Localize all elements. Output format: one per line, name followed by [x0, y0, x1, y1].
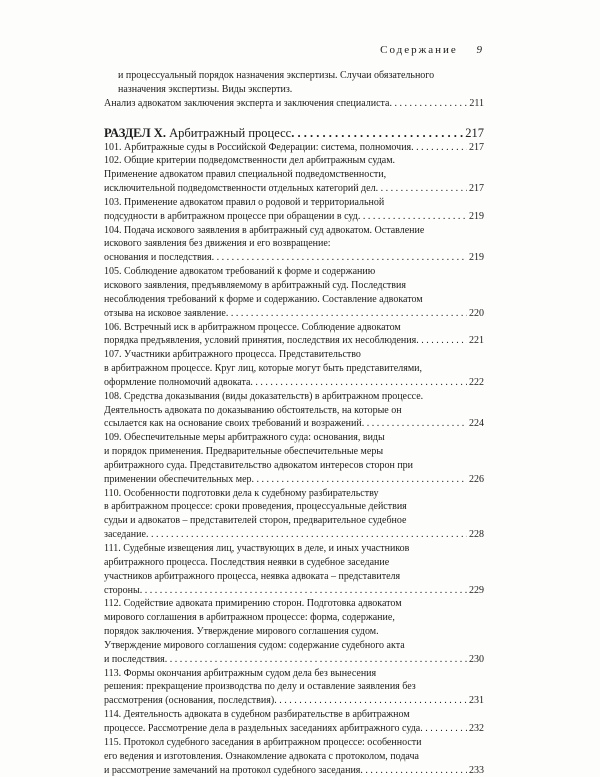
- toc-line-text: искового заявления, предъявляемому в арбитражный суд. Последствия: [104, 279, 406, 293]
- toc-line: [104, 83, 484, 97]
- toc-line-text: его ведения и изготовления. Ознакомление адвоката с протоколом, подача: [104, 750, 419, 764]
- toc-line-text: 109. Обеспечительные меры арбитражного суда: основания, виды: [104, 431, 385, 445]
- dot-leader: [146, 528, 467, 542]
- toc-line-text: Применение адвокатом правил специальной подведомственности,: [104, 168, 386, 182]
- dot-leader: [362, 417, 467, 431]
- dot-leader: [140, 584, 467, 598]
- toc-line-text: стороны: [104, 584, 140, 598]
- toc-line-page: 220: [467, 307, 484, 321]
- dot-leader: [226, 307, 467, 321]
- toc-line-text: 102. Общие критерии подведомственности дел арбитражным судам.: [104, 154, 395, 168]
- toc-line-text: порядка предъявления, условий принятия, последствия их несоблюдения: [104, 334, 416, 348]
- toc-line: [104, 182, 484, 196]
- toc-line-page: 232: [467, 722, 484, 736]
- toc-line: [104, 251, 484, 265]
- toc-line: [104, 542, 484, 556]
- toc-line: [104, 708, 484, 722]
- dot-leader: [360, 764, 467, 777]
- toc-line-text: 115. Протокол судебного заседания в арбитражном процессе: особенности: [104, 736, 421, 750]
- section-page: 217: [463, 125, 484, 141]
- dot-leader: [252, 473, 467, 487]
- toc-line-text: Деятельность адвоката по доказыванию обстоятельств, на которые он: [104, 404, 402, 418]
- toc-line-text: исключительной подведомственности отдельных категорий дел: [104, 182, 376, 196]
- dot-leader: [411, 141, 467, 155]
- toc-line-text: 101. Арбитражные суды в Российской Федерации: система, полномочия: [104, 141, 411, 155]
- toc-line-text: порядок заключения. Утверждение мирового соглашения судом.: [104, 625, 379, 639]
- toc-line-page: 217: [467, 182, 484, 196]
- toc-line: [104, 404, 484, 418]
- toc-line-page: 222: [467, 376, 484, 390]
- toc-line-page: 229: [467, 584, 484, 598]
- header-title: Содержание: [380, 44, 458, 56]
- toc-line-text: 107. Участники арбитражного процесса. Представительство: [104, 348, 361, 362]
- toc-line-text: основания и последствия: [104, 251, 212, 265]
- running-header: [380, 44, 482, 56]
- toc-line: [104, 570, 484, 584]
- toc-line: [104, 459, 484, 473]
- dot-leader: [376, 182, 467, 196]
- toc-line-text: оформление полномочий адвоката: [104, 376, 250, 390]
- toc-line: [104, 431, 484, 445]
- toc-line-text: в арбитражном процессе. Круг лиц, которые могут быть представителями,: [104, 362, 422, 376]
- dot-leader: [165, 653, 467, 667]
- toc-entries: [104, 141, 484, 777]
- toc-line-text: назначения экспертизы. Виды экспертиз.: [118, 83, 292, 97]
- toc-line: [104, 500, 484, 514]
- toc-line-text: 112. Содействие адвоката примирению сторон. Подготовка адвокатом: [104, 597, 402, 611]
- toc-line-text: 105. Соблюдение адвокатом требований к форме и содержанию: [104, 265, 375, 279]
- toc-line: [104, 390, 484, 404]
- toc-line: [104, 141, 484, 155]
- toc-line-text: заседание: [104, 528, 146, 542]
- toc-line: [104, 196, 484, 210]
- toc-line-text: 110. Особенности подготовки дела к судебному разбирательству: [104, 487, 379, 501]
- toc-intro: [104, 69, 484, 111]
- toc-line: [104, 334, 484, 348]
- toc-line: [104, 293, 484, 307]
- dot-leader: [420, 722, 467, 736]
- toc-line: [104, 639, 484, 653]
- toc-line-text: 114. Деятельность адвоката в судебном разбирательстве в арбитражном: [104, 708, 410, 722]
- toc-line-page: 221: [467, 334, 484, 348]
- toc-line: [104, 445, 484, 459]
- dot-leader: [274, 694, 467, 708]
- toc-line-text: решения: прекращение производства по делу и оставление заявления без: [104, 680, 416, 694]
- toc-line: [104, 722, 484, 736]
- dot-leader: [389, 97, 467, 111]
- dot-leader: [416, 334, 467, 348]
- toc-line: [104, 362, 484, 376]
- toc-line: [104, 597, 484, 611]
- toc-line-text: мирового соглашения в арбитражном процессе: форма, содержание,: [104, 611, 395, 625]
- toc-line-text: 106. Встречный иск в арбитражном процессе. Соблюдение адвокатом: [104, 321, 401, 335]
- toc-line-page: 230: [467, 653, 484, 667]
- toc-line-page: 231: [467, 694, 484, 708]
- toc-line-page: 233: [467, 764, 484, 777]
- toc-line: [104, 625, 484, 639]
- dot-leader: [358, 210, 467, 224]
- toc-line-page: 219: [467, 210, 484, 224]
- toc-line-page: 217: [467, 141, 484, 155]
- toc-line-page: 226: [467, 473, 484, 487]
- toc-line-text: арбитражного суда. Представительство адвокатом интересов сторон при: [104, 459, 413, 473]
- toc-line-text: судьи и адвокатов – представителей сторон, предварительное судебное: [104, 514, 406, 528]
- toc-line-text: 108. Средства доказывания (виды доказательств) в арбитражном процессе.: [104, 390, 423, 404]
- section-label: РАЗДЕЛ X.: [104, 126, 166, 140]
- toc-line: [104, 417, 484, 431]
- toc-line: [104, 528, 484, 542]
- toc-line: [104, 321, 484, 335]
- toc-line: [104, 69, 484, 83]
- toc-line-text: 103. Применение адвокатом правил о родовой и территориальной: [104, 196, 384, 210]
- toc-line: [104, 279, 484, 293]
- toc-line-page: 228: [467, 528, 484, 542]
- toc-line: [104, 680, 484, 694]
- toc-line: [104, 210, 484, 224]
- toc-section-heading: [104, 125, 484, 141]
- toc-line-page: 211: [467, 97, 484, 111]
- dot-leader: [291, 125, 463, 141]
- toc-line-text: процессе. Рассмотрение дела в раздельных заседаниях арбитражного суда: [104, 722, 420, 736]
- toc-line-text: Утверждение мирового соглашения судом: содержание судебного акта: [104, 639, 405, 653]
- toc-line-text: арбитражного процесса. Последствия неявки в судебное заседание: [104, 556, 389, 570]
- toc-line-text: подсудности в арбитражном процессе при обращении в суд: [104, 210, 358, 224]
- toc-line-text: 113. Формы окончания арбитражным судом дела без вынесения: [104, 667, 376, 681]
- toc-line-text: ссылается как на основание своих требований и возражений: [104, 417, 362, 431]
- toc-content: [104, 69, 484, 777]
- toc-line-text: несоблюдения требований к форме и содержанию. Составление адвокатом: [104, 293, 423, 307]
- dot-leader: [250, 376, 467, 390]
- toc-line-text: участников арбитражного процесса, неявка адвоката – представителя: [104, 570, 400, 584]
- toc-line-page: 219: [467, 251, 484, 265]
- toc-line: [104, 736, 484, 750]
- dot-leader: [212, 251, 467, 265]
- toc-line-text: 111. Судебные извещения лиц, участвующих в деле, и иных участников: [104, 542, 409, 556]
- toc-line: [104, 307, 484, 321]
- toc-line: [104, 611, 484, 625]
- toc-line: [104, 750, 484, 764]
- toc-line-page: 224: [467, 417, 484, 431]
- toc-line: [104, 667, 484, 681]
- toc-line: [104, 348, 484, 362]
- toc-line: [104, 653, 484, 667]
- toc-line: [104, 764, 484, 777]
- toc-line-text: рассмотрения (основания, последствия): [104, 694, 274, 708]
- toc-line: [104, 265, 484, 279]
- toc-line-text: и последствия: [104, 653, 165, 667]
- toc-line: [104, 473, 484, 487]
- toc-line-text: искового заявления без движения и его возвращение:: [104, 237, 331, 251]
- toc-line: [104, 487, 484, 501]
- toc-line: [104, 154, 484, 168]
- toc-line-text: Анализ адвокатом заключения эксперта и заключения специалиста: [104, 97, 389, 111]
- toc-line-text: 104. Подача искового заявления в арбитражный суд адвокатом. Оставление: [104, 224, 424, 238]
- toc-line: [104, 168, 484, 182]
- toc-line-text: применении обеспечительных мер: [104, 473, 252, 487]
- toc-line-text: в арбитражном процессе: сроки проведения, процессуальные действия: [104, 500, 407, 514]
- toc-line: [104, 694, 484, 708]
- toc-line: [104, 556, 484, 570]
- toc-line-text: и процессуальный порядок назначения экспертизы. Случаи обязательного: [118, 69, 434, 83]
- toc-line: [104, 514, 484, 528]
- toc-line-text: и рассмотрение замечаний на протокол судебного заседания: [104, 764, 360, 777]
- toc-line: [104, 376, 484, 390]
- header-page-number: 9: [477, 44, 483, 56]
- toc-line: [104, 584, 484, 598]
- section-title: Арбитражный процесс: [169, 126, 291, 140]
- toc-line-text: и порядок применения. Предварительные обеспечительные меры: [104, 445, 383, 459]
- toc-line: [104, 237, 484, 251]
- toc-line-text: отзыва на исковое заявление: [104, 307, 226, 321]
- toc-line: [104, 224, 484, 238]
- toc-line: [104, 97, 484, 111]
